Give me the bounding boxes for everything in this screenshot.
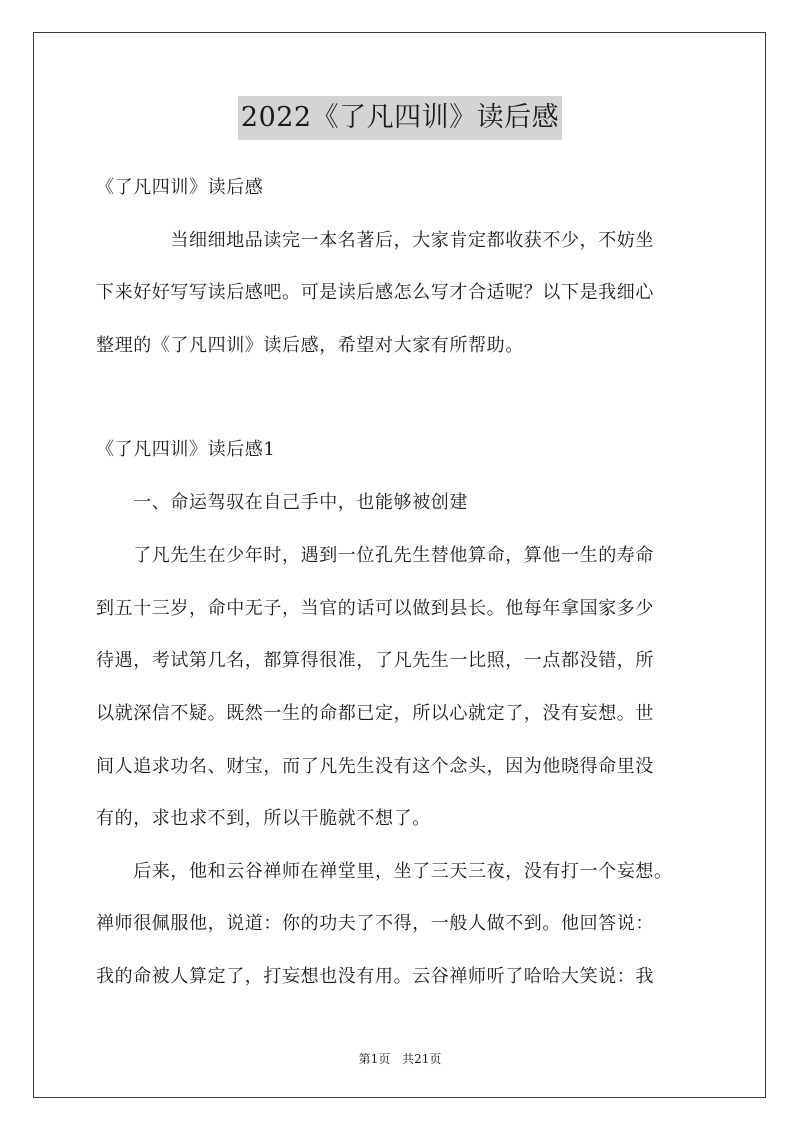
paragraph-line: 到五十三岁，命中无子，当官的话可以做到县长。他每年拿国家多少 [96, 598, 654, 619]
page-number: 第1页 [358, 1052, 391, 1066]
page-footer [0, 1050, 800, 1067]
paragraph-line: 待遇，考试第几名，都算得很准，了凡先生一比照，一点都没错，所 [96, 650, 654, 671]
paragraph-line: 禅师很佩服他，说道：你的功夫了不得，一般人做不到。他回答说： [96, 913, 654, 934]
section-heading: 《了凡四训》读后感1 [96, 439, 276, 460]
paragraph-line: 当细细地品读完一本名著后，大家肯定都收获不少，不妨坐 [96, 230, 654, 251]
subheading: 一、命运驾驭在自己手中，也能够被创建 [96, 492, 468, 513]
paragraph-line: 了凡先生在少年时，遇到一位孔先生替他算命，算他一生的寿命 [96, 545, 654, 566]
paragraph-line: 下来好好写写读后感吧。可是读后感怎么写才合适呢？以下是我细心 [96, 282, 654, 303]
paragraph-line: 有的，求也求不到，所以干脆就不想了。 [96, 808, 431, 829]
total-pages: 共21页 [402, 1052, 442, 1066]
paragraph-line: 我的命被人算定了，打妄想也没有用。云谷禅师听了哈哈大笑说：我 [96, 966, 654, 987]
document-title: 2022《了凡四训》读后感 [238, 96, 562, 140]
paragraph-line: 后来，他和云谷禅师在禅堂里，坐了三天三夜，没有打一个妄想。 [96, 861, 673, 882]
paragraph-line: 整理的《了凡四训》读后感，希望对大家有所帮助。 [96, 335, 524, 356]
title-container [0, 96, 800, 140]
paragraph-line: 以就深信不疑。既然一生的命都已定，所以心就定了，没有妄想。世 [96, 703, 654, 724]
paragraph-line: 间人追求功名、财宝，而了凡先生没有这个念头，因为他晓得命里没 [96, 756, 654, 777]
section-heading: 《了凡四训》读后感 [96, 177, 264, 198]
